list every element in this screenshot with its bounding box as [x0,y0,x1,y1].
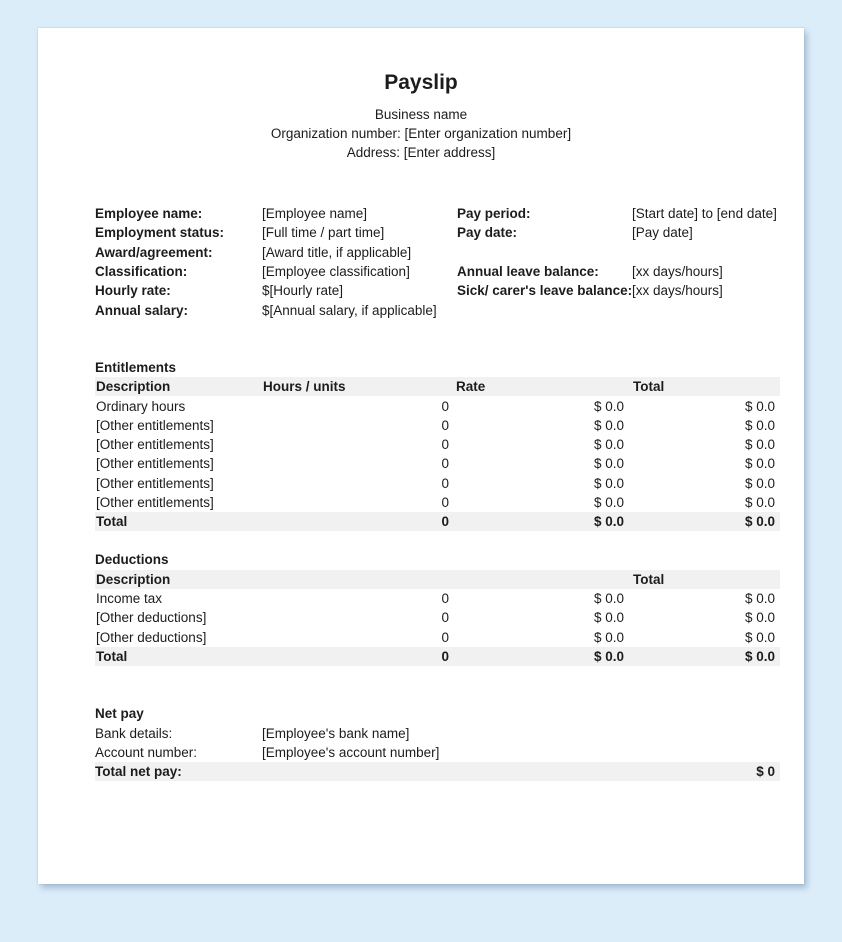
cell-hours: 0 [441,437,449,453]
cell-rate: $ 0.0 [593,437,624,453]
employment-status-value: [Full time / part time] [262,225,385,241]
hourly-rate-label: Hourly rate: [95,283,171,299]
cell-total: $ 0.0 [744,514,775,530]
deductions-table [95,570,780,666]
cell-rate: $ 0.0 [593,629,624,645]
cell-description: [Other entitlements] [96,437,214,453]
document-body [95,204,780,781]
cell-description: [Other entitlements] [96,456,214,472]
bank-details-row [95,724,780,743]
total-net-pay-row [95,762,780,781]
cell-total-label: Total [96,514,128,530]
cell-hours: 0 [441,417,449,433]
sick-leave-balance-value: [xx days/hours] [632,283,723,299]
account-number-value: [Employee's account number] [262,744,440,760]
cell-description: Ordinary hours [96,398,186,414]
cell-total: $ 0.0 [744,437,775,453]
cell-hours: 0 [441,629,449,645]
cell-total: $ 0.0 [744,398,775,414]
cell-description: Income tax [96,591,163,607]
account-number-row [95,743,780,762]
entitlements-title: Entitlements [95,359,177,375]
cell-rate: $ 0.0 [593,475,624,491]
cell-hours: 0 [441,475,449,491]
bank-details-label: Bank details: [95,725,173,741]
classification-value: [Employee classification] [262,264,410,280]
employee-name-label: Employee name: [95,206,203,222]
column-header-total: Total [633,571,665,587]
business-name: Business name [374,107,468,122]
deductions-total-row [95,647,780,666]
table-row [95,474,780,493]
cell-hours: 0 [441,610,449,626]
deductions-section [95,550,780,666]
cell-rate: $ 0.0 [593,610,624,626]
table-row [95,416,780,435]
cell-hours: 0 [441,456,449,472]
cell-hours: 0 [441,591,449,607]
page-title: Payslip [384,71,458,94]
column-header-total: Total [633,379,665,395]
cell-hours: 0 [441,398,449,414]
cell-rate: $ 0.0 [593,456,624,472]
cell-total: $ 0.0 [744,629,775,645]
net-pay-title: Net pay [95,706,144,722]
cell-hours: 0 [441,514,449,530]
cell-hours: 0 [441,649,449,665]
entitlements-header-row [95,377,780,396]
cell-description: [Other entitlements] [96,417,214,433]
organization-number-line: Organization number: [Enter organization number] [270,126,572,141]
pay-period-label: Pay period: [457,206,531,222]
award-agreement-label: Award/agreement: [95,244,213,260]
cell-total: $ 0.0 [744,456,775,472]
employment-status-label: Employment status: [95,225,225,241]
employee-name-value: [Employee name] [262,206,368,222]
cell-description: [Other deductions] [96,610,207,626]
cell-rate: $ 0.0 [593,649,624,665]
table-row [95,608,780,627]
column-header-description: Description [96,379,171,395]
address-line: Address: [Enter address] [346,145,496,160]
table-row [95,589,780,608]
cell-rate: $ 0.0 [593,398,624,414]
column-header-description: Description [96,571,171,587]
net-pay-section [95,704,780,781]
deductions-title: Deductions [95,552,169,568]
total-net-pay-label: Total net pay: [95,764,182,780]
desktop-canvas [0,28,842,942]
annual-salary-value: $[Annual salary, if applicable] [262,302,437,318]
cell-total: $ 0.0 [744,591,775,607]
cell-description: [Other entitlements] [96,495,214,510]
cell-rate: $ 0.0 [593,417,624,433]
document-header [38,28,804,162]
cell-total: $ 0.0 [744,610,775,626]
cell-total: $ 0.0 [744,495,775,510]
pay-date-value: [Pay date] [632,225,693,241]
total-net-pay-value: $ 0 [756,764,775,780]
pay-date-label: Pay date: [457,225,518,241]
cell-description: [Other deductions] [96,629,207,645]
cell-rate: $ 0.0 [593,495,624,510]
table-row [95,454,780,473]
annual-salary-label: Annual salary: [95,302,189,318]
bank-details-value: [Employee's bank name] [262,725,410,741]
hourly-rate-value: $[Hourly rate] [262,283,344,299]
entitlements-section [95,358,780,532]
award-agreement-value: [Award title, if applicable] [262,244,412,260]
cell-rate: $ 0.0 [593,591,624,607]
deductions-header-row [95,570,780,589]
cell-total: $ 0.0 [744,649,775,665]
entitlements-total-row [95,512,780,531]
cell-rate: $ 0.0 [593,514,624,530]
payslip-page [38,28,804,884]
column-header-hours-units: Hours / units [263,379,346,395]
cell-total: $ 0.0 [744,417,775,433]
table-row [95,493,780,512]
cell-total-label: Total [96,649,128,665]
classification-label: Classification: [95,264,188,280]
annual-leave-balance-label: Annual leave balance: [457,264,599,280]
table-row [95,435,780,454]
cell-hours: 0 [441,495,449,510]
entitlements-table [95,377,780,531]
cell-description: [Other entitlements] [96,475,214,491]
annual-leave-balance-value: [xx days/hours] [632,264,723,280]
business-info [38,105,804,162]
account-number-label: Account number: [95,744,198,760]
table-row [95,628,780,647]
cell-total: $ 0.0 [744,475,775,491]
column-header-rate: Rate [456,379,486,395]
table-row [95,396,780,415]
pay-period-value: [Start date] to [end date] [632,206,777,222]
employee-details-grid [95,204,780,320]
sick-leave-balance-label: Sick/ carer's leave balance: [457,283,633,299]
